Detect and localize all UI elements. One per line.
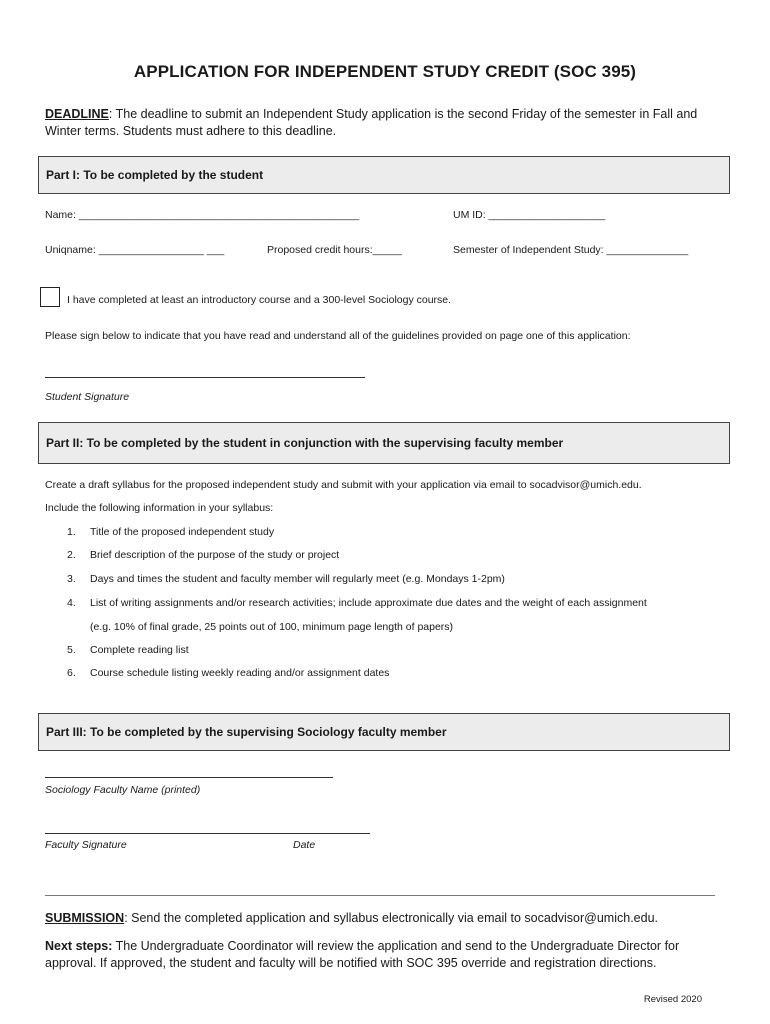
prerequisite-checkbox-label: I have completed at least an introductory course and a 300-level Sociology course.	[67, 294, 452, 306]
faculty-name-line[interactable]	[45, 777, 333, 778]
next-steps-paragraph	[45, 938, 725, 972]
date-label: Date	[293, 839, 316, 851]
faculty-name-label: Sociology Faculty Name (printed)	[45, 784, 201, 796]
next-steps-label: Next steps:	[45, 939, 113, 953]
part2-include: Include the following information in your syllabus:	[45, 502, 274, 514]
sign-instruction: Please sign below to indicate that you have read and understand all of the guidelines provided on page one of this application:	[45, 330, 631, 342]
name-field[interactable]: Name: ________________________________________________	[45, 209, 360, 221]
credit-hours-field[interactable]: Proposed credit hours:_____	[267, 244, 402, 256]
student-signature-line[interactable]	[45, 377, 365, 378]
uniqname-field[interactable]: Uniqname: __________________ ___	[45, 244, 225, 256]
prerequisite-checkbox[interactable]	[40, 287, 60, 307]
next-steps-text: The Undergraduate Coordinator will review the application and send to the Undergraduate Director for approval. If approved, the student and faculty will be notified with SOC 395 override and registration directions.	[45, 939, 680, 970]
divider	[45, 895, 715, 896]
deadline-paragraph	[45, 106, 725, 140]
faculty-signature-label: Faculty Signature	[45, 839, 127, 851]
part2-intro: Create a draft syllabus for the proposed independent study and submit with your application via email to socadvisor@umich.edu.	[45, 479, 642, 491]
submission-label: SUBMISSION	[45, 911, 125, 925]
page-title: APPLICATION FOR INDEPENDENT STUDY CREDIT (SOC 395)	[133, 62, 637, 81]
submission-text: : Send the completed application and syllabus electronically via email to socadvisor@umich.edu.	[124, 911, 658, 925]
deadline-label: DEADLINE	[45, 107, 109, 121]
umid-field[interactable]: UM ID: ____________________	[453, 209, 606, 221]
part3-heading: Part III: To be completed by the supervising Sociology faculty member	[38, 713, 730, 751]
submission-paragraph	[45, 910, 725, 927]
deadline-text: : The deadline to submit an Independent Study application is the second Friday of the semester in Fall and Winter terms. Students must adhere to this deadline.	[45, 107, 698, 138]
semester-field[interactable]: Semester of Independent Study: ______________	[453, 244, 689, 256]
part1-heading: Part I: To be completed by the student	[38, 156, 730, 194]
revised-note: Revised 2020	[643, 994, 702, 1005]
student-signature-label: Student Signature	[45, 391, 130, 403]
part2-heading: Part II: To be completed by the student in conjunction with the supervising faculty member	[38, 422, 730, 464]
faculty-signature-line[interactable]	[45, 833, 370, 834]
